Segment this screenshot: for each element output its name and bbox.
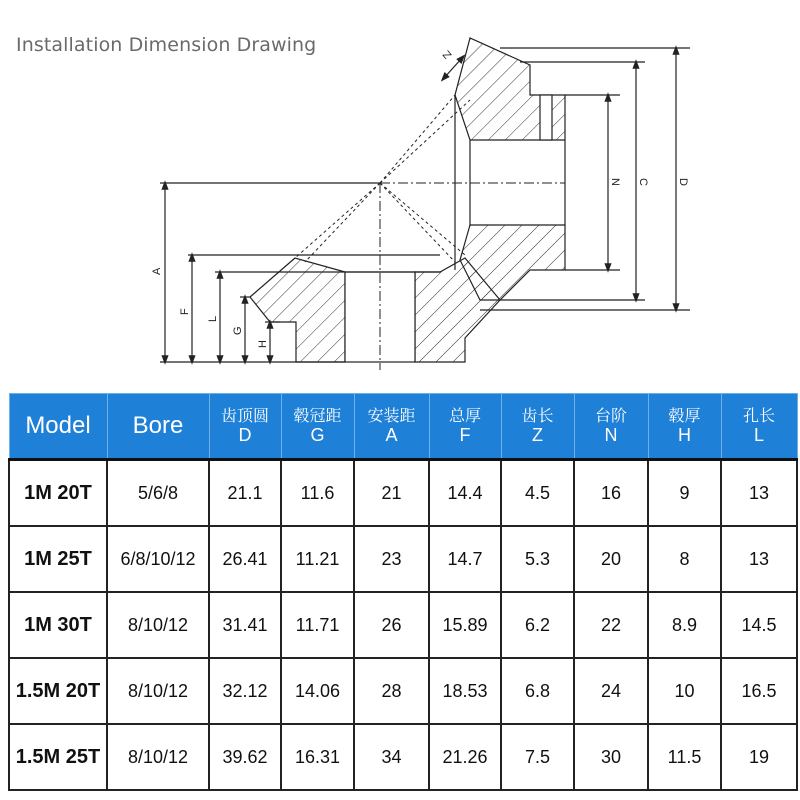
table-cell: 22 [574, 592, 648, 658]
label-A: A [151, 267, 163, 275]
label-G: G [232, 326, 244, 335]
column-header-cn: 台阶 [594, 405, 627, 425]
table-cell: 34 [354, 724, 429, 790]
table-cell: 23 [354, 526, 429, 592]
model-cell: 1M 20T [9, 460, 107, 527]
table-cell: 11.5 [648, 724, 721, 790]
table-cell: 5/6/8 [107, 460, 209, 527]
table-cell: 32.12 [209, 658, 281, 724]
column-header-bore: Bore [107, 394, 209, 460]
upper-gear [455, 38, 565, 300]
table-cell: 14.4 [429, 460, 501, 527]
table-cell: 14.06 [281, 658, 354, 724]
label-D: D [677, 178, 689, 186]
column-header-en: N [604, 424, 618, 445]
column-header-cn: 总厚 [448, 405, 481, 425]
table-cell: 11.21 [281, 526, 354, 592]
label-F: F [179, 308, 191, 315]
column-header-en: L [753, 424, 764, 445]
table-cell: 21.1 [209, 460, 281, 527]
table-cell: 30 [574, 724, 648, 790]
table-cell: 21.26 [429, 724, 501, 790]
installation-dimension-drawing [0, 0, 800, 390]
column-header-cn: 齿顶圆 [220, 405, 269, 425]
column-header-cn: 齿长 [521, 405, 554, 425]
table-cell: 13 [721, 526, 797, 592]
table-cell: 16.5 [721, 658, 797, 724]
table-cell: 26.41 [209, 526, 281, 592]
table-cell: 15.89 [429, 592, 501, 658]
table-cell: 21 [354, 460, 429, 527]
table-cell: 31.41 [209, 592, 281, 658]
table-cell: 8/10/12 [107, 658, 209, 724]
lower-gear [250, 255, 500, 362]
table-cell: 8/10/12 [107, 724, 209, 790]
table-cell: 19 [721, 724, 797, 790]
table-cell: 20 [574, 526, 648, 592]
column-header-en: Z [532, 424, 543, 445]
column-header-d [209, 394, 281, 460]
table-cell: 24 [574, 658, 648, 724]
column-header-en: D [238, 424, 252, 445]
table-cell: 6.2 [501, 592, 574, 658]
table-cell: 10 [648, 658, 721, 724]
table-header-row [9, 394, 797, 460]
column-header-cn: 毂厚 [668, 405, 701, 425]
label-H: H [257, 340, 269, 348]
column-header-model: Model [9, 394, 107, 460]
column-header-en: G [310, 424, 325, 445]
table-row [9, 526, 797, 592]
table-cell: 5.3 [501, 526, 574, 592]
column-header-h [648, 394, 721, 460]
table-cell: 7.5 [501, 724, 574, 790]
model-cell: 1M 25T [9, 526, 107, 592]
column-header-en: H [678, 424, 691, 445]
column-header-l [721, 394, 797, 460]
column-header-z [501, 394, 574, 460]
table-row [9, 460, 797, 527]
table-cell: 28 [354, 658, 429, 724]
table-cell: 6.8 [501, 658, 574, 724]
table-cell: 8.9 [648, 592, 721, 658]
label-C: C [637, 178, 649, 186]
table-cell: 4.5 [501, 460, 574, 527]
column-header-a [354, 394, 429, 460]
table-row [9, 724, 797, 790]
table-cell: 14.5 [721, 592, 797, 658]
spec-table [8, 393, 798, 791]
column-header-n [574, 394, 648, 460]
model-cell: 1M 30T [9, 592, 107, 658]
label-N: N [609, 178, 621, 186]
table-cell: 8/10/12 [107, 592, 209, 658]
table-cell: 6/8/10/12 [107, 526, 209, 592]
column-header-en: A [385, 424, 398, 445]
label-Z: Z [440, 47, 455, 61]
table-cell: 16.31 [281, 724, 354, 790]
drawing-title: Installation Dimension Drawing [16, 34, 317, 56]
table-cell: 14.7 [429, 526, 501, 592]
table-cell: 13 [721, 460, 797, 527]
model-cell: 1.5M 25T [9, 724, 107, 790]
table-cell: 26 [354, 592, 429, 658]
table-cell: 8 [648, 526, 721, 592]
column-header-cn: 毂冠距 [293, 405, 342, 425]
table-cell: 39.62 [209, 724, 281, 790]
model-cell: 1.5M 20T [9, 658, 107, 724]
column-header-cn: 孔长 [742, 405, 775, 425]
table-row [9, 658, 797, 724]
table-row [9, 592, 797, 658]
column-header-en: F [459, 424, 471, 445]
table-cell: 11.6 [281, 460, 354, 527]
pitch-cone-lines [295, 95, 470, 262]
table-cell: 9 [648, 460, 721, 527]
column-header-f [429, 394, 501, 460]
table-cell: 11.71 [281, 592, 354, 658]
table-cell: 18.53 [429, 658, 501, 724]
table-cell: 16 [574, 460, 648, 527]
column-header-cn: 安装距 [367, 405, 416, 425]
label-L: L [207, 315, 219, 322]
column-header-g [281, 394, 354, 460]
